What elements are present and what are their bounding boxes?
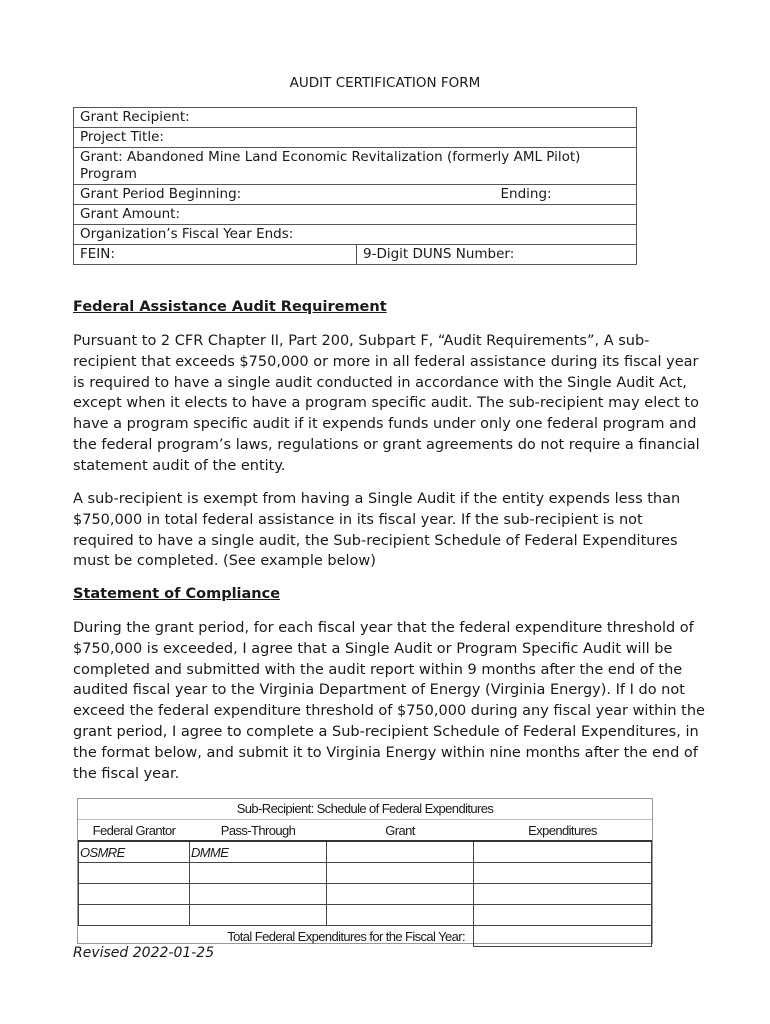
fiscal-year-ends-field[interactable]: Organization’s Fiscal Year Ends:: [74, 225, 637, 245]
total-expenditures-cell[interactable]: [474, 926, 652, 947]
col-pass-through: Pass-Through: [190, 820, 327, 841]
duns-field[interactable]: 9-Digit DUNS Number:: [357, 245, 637, 265]
grant-period-beginning-label: Grant Period Beginning:: [80, 186, 242, 202]
audit-requirement-paragraph: Pursuant to 2 CFR Chapter II, Part 200, Subpart F, “Audit Requirements”, A sub-recipient that exceeds $750,000 or more in all federal assistance during its fiscal year is required to have a single audit conducted in accordance with the Single Audit Act, except when it elects to have a program specific audit. The sub-recipient may elect to have a program specific audit if it expends funds under only one federal program and the federal program’s laws, regulations or grant agreements do not require a financial statement audit of the entity.: [73, 333, 700, 474]
project-title-field[interactable]: Project Title:: [74, 128, 637, 148]
grant-field: Grant: Abandoned Mine Land Economic Revitalization (formerly AML Pilot) Program: [74, 148, 637, 185]
grant-period-ending-label: Ending:: [500, 186, 552, 202]
table-row: [79, 905, 652, 926]
fein-field[interactable]: FEIN:: [74, 245, 357, 265]
form-title: AUDIT CERTIFICATION FORM: [289, 75, 481, 91]
revised-date: Revised 2022-01-25: [73, 945, 215, 961]
total-label: Total Federal Expenditures for the Fiscal Year:: [227, 928, 465, 944]
exemption-paragraph: A sub-recipient is exempt from having a Single Audit if the entity expends less than $750,000 in total federal assistance in its fiscal year. If the sub-recipient is not required to have a single audit, the Sub-recipient Schedule of Federal Expenditures must be completed. (See example below): [73, 491, 681, 570]
total-row: [79, 926, 652, 947]
compliance-heading: Statement of Compliance: [73, 586, 281, 602]
col-expenditures: Expenditures: [474, 820, 652, 841]
expenditure-schedule: [77, 798, 653, 944]
expenditures-cell[interactable]: [474, 841, 652, 863]
table-row: [79, 884, 652, 905]
audit-requirement-heading: Federal Assistance Audit Requirement: [73, 299, 387, 315]
grant-amount-field[interactable]: Grant Amount:: [74, 205, 637, 225]
grant-period-field[interactable]: [74, 185, 637, 205]
table-row: [79, 863, 652, 884]
col-federal-grantor: Federal Grantor: [79, 820, 190, 841]
compliance-paragraph: During the grant period, for each fiscal year that the federal expenditure threshold of $750,000 is exceeded, I agree that a Single Audit or Program Specific Audit will be completed and submitted with the audit report within 9 months after the end of the audited fiscal year to the Virginia Department of Energy (Virginia Energy). If I do not exceed the federal expenditure threshold of $750,000 during any fiscal year within the grant period, I agree to complete a Sub-recipient Schedule of Federal Expenditures, in the format below, and submit it to Virginia Energy within nine months after the end of the fiscal year.: [73, 620, 705, 782]
pass-through-cell[interactable]: DMME: [190, 841, 327, 863]
table-row: [79, 841, 652, 863]
col-grant: Grant: [327, 820, 474, 841]
schedule-title: Sub-Recipient: Schedule of Federal Expenditures: [78, 799, 652, 820]
grantor-cell[interactable]: OSMRE: [79, 841, 190, 863]
grant-recipient-field[interactable]: Grant Recipient:: [74, 108, 637, 128]
grant-info-table: [73, 107, 637, 265]
grant-cell[interactable]: [327, 841, 474, 863]
schedule-table: [78, 820, 652, 947]
